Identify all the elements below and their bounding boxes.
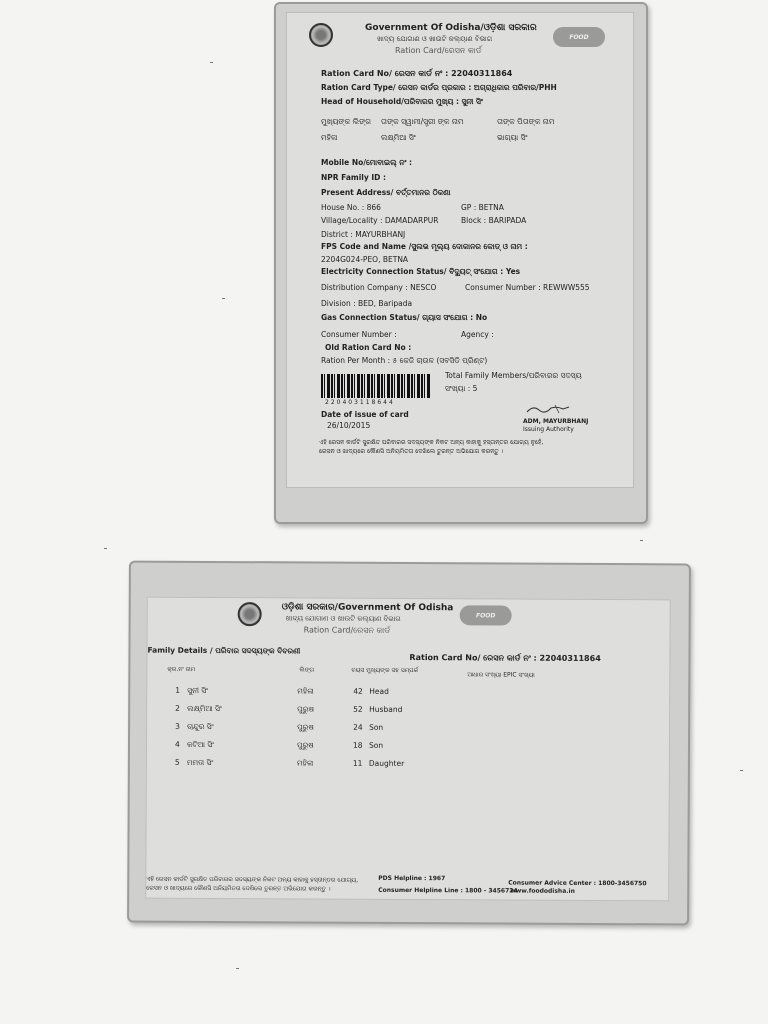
col-father-label: ତାଙ୍କ ପିତାଙ୍କ ନାମ <box>497 117 555 126</box>
odisha-emblem-icon <box>309 23 333 47</box>
website: www.foododisha.in <box>510 887 575 895</box>
col-spouse-label: ତାଙ୍କ ସ୍ୱାମୀ/ସ୍ତ୍ରୀ ଙ୍କ ନାମ <box>381 117 464 126</box>
consumer-number: Consumer Number : REWWW555 <box>465 283 590 292</box>
total-members-label: Total Family Members/ପରିବାରର ସଦସ୍ୟ <box>445 371 582 380</box>
old-ration-card: Old Ration Card No : <box>325 343 412 352</box>
member-name: ଚାନ୍ଦୁର ସିଂ <box>187 721 214 731</box>
member-name: ମମତା ସିଂ <box>186 757 214 767</box>
scan-speck <box>104 548 107 549</box>
footer-note-1: ଏହି ରେସନ କାର୍ଡଟି ସୁରକ୍ଷିତ ପରିବାରର ସଦସ୍ୟଙ୍କ ନିକଟ ଅନ୍ୟ କାହାକୁ ହସ୍ତାନ୍ତର ଯୋଗ୍ୟ, <box>146 875 359 884</box>
member-gender: ମହିଳା <box>296 758 314 768</box>
electricity-status: Electricity Connection Status/ ବିଦ୍ୟୁତ୍ ସଂଯୋଗ : Yes <box>321 267 521 276</box>
district: District : MAYURBHANJ <box>321 230 406 239</box>
col-age-relation: ବୟସ ମୁଖ୍ୟଙ୍କ ସହ ସମ୍ପର୍କ <box>351 666 419 675</box>
member-age: 24 <box>353 722 363 732</box>
division: Division : BED, Baripada <box>321 299 413 308</box>
total-members-value: ସଂଖ୍ୟା : 5 <box>445 384 478 393</box>
dept-title: ଖାଦ୍ୟ ଯୋଗାଣ ଓ ଖାଉଟି କଲ୍ୟାଣ ବିଭାଗ <box>285 614 401 623</box>
ration-card-type: Ration Card Type/ ରେସନ କାର୍ଡର ପ୍ରକାର : ଅଗ୍ରାଧିକାର ପରିବାର/PHH <box>321 83 557 92</box>
barcode-icon <box>321 374 431 398</box>
department-logo-icon: FOOD <box>460 605 512 625</box>
signature-icon <box>525 403 571 415</box>
mobile-number: Mobile No/ମୋବାଇଲ୍ ନଂ : <box>321 158 412 167</box>
ration-per-month: Ration Per Month : ୫ କେଜି ଚାଉଳ (ସବସିଡି ପ୍ରିଣ୍ଟ) <box>321 356 488 365</box>
member-gender: ମହିଳା <box>297 686 314 696</box>
member-age: 11 <box>352 758 363 768</box>
member-gender: ପୁରୁଷ <box>297 722 314 732</box>
issuing-authority-label: Issuing Authority <box>523 426 574 433</box>
house-number: House No. : 866 <box>321 203 381 212</box>
member-no: 1 <box>175 685 181 695</box>
member-relation: Head <box>369 686 389 696</box>
member-no: 4 <box>174 739 180 749</box>
member-no: 2 <box>175 703 180 713</box>
head-gender: ମହିଳା <box>321 133 338 142</box>
col-gender-label: ମୁଖ୍ୟଙ୍କ ଲିଙ୍ଗ <box>321 117 372 126</box>
doc-title: Ration Card/ରେସନ କାର୍ଡ <box>395 46 482 55</box>
block: Block : BARIPADA <box>461 216 527 225</box>
ration-card-front <box>274 2 648 524</box>
member-no: 3 <box>175 721 180 731</box>
footer-note-2: ରେସନ ଓ ଖାଦ୍ୟରେ କୌଣସି ଅନିୟମିତତା ଦେଖିଲେ ତୁରନ୍ତ ଅଭିଯୋଗ କରନ୍ତୁ । <box>146 884 331 893</box>
scan-speck <box>740 770 743 771</box>
card-front-inner <box>286 12 634 488</box>
col-gender: ଲିଙ୍ଗ <box>299 666 315 674</box>
dept-title: ଖାଦ୍ୟ ଯୋଗାଣ ଓ ଖାଉଟି କଲ୍ୟାଣ ବିଭାଗ <box>377 35 493 43</box>
ration-card-number: Ration Card No/ ରେସନ କାର୍ଡ ନଂ : 22040311864 <box>409 653 601 664</box>
issue-date-label: Date of issue of card <box>321 410 409 419</box>
member-relation: Son <box>368 740 384 750</box>
scan-speck <box>222 298 225 299</box>
gas-consumer-number: Consumer Number : <box>321 330 397 339</box>
member-gender: ପୁରୁଷ <box>297 704 315 714</box>
member-age: 42 <box>353 686 363 696</box>
issue-date: 26/10/2015 <box>327 421 371 430</box>
govt-title: ଓଡ଼ିଶା ସରକାର/Government Of Odisha <box>281 602 454 614</box>
family-details-title: Family Details / ପରିବାର ସଦସ୍ୟଙ୍କ ବିବରଣୀ <box>147 645 301 656</box>
member-no: 5 <box>174 757 180 767</box>
scan-speck <box>236 968 239 969</box>
odisha-emblem-icon <box>238 602 262 626</box>
ration-card-number: Ration Card No/ ରେସନ କାର୍ଡ ନଂ : 22040311864 <box>321 69 513 78</box>
scan-speck <box>640 540 643 541</box>
col-serial-name: କ୍ର.ନଂ ନାମ <box>167 665 196 673</box>
member-age: 52 <box>353 704 363 714</box>
footer-note-2: ରେସନ ଓ ଖାଦ୍ୟରେ କୌଣସି ଅନିୟମିତତା ଦେଖିଲେ ତୁରନ୍ତ ଅଭିଯୋଗ କରନ୍ତୁ । <box>319 448 504 455</box>
gas-agency: Agency : <box>461 330 494 339</box>
consumer-helpline: Consumer Helpline Line : 1800 - 3456724 <box>378 886 518 895</box>
member-relation: Daughter <box>368 758 405 768</box>
spouse-name: ଲକ୍ଷ୍ମିଆ ସିଂ <box>381 133 416 142</box>
member-relation: Husband <box>369 704 403 714</box>
scan-speck <box>210 62 213 63</box>
govt-title: Government Of Odisha/ଓଡ଼ିଶା ସରକାର <box>365 23 537 33</box>
department-logo-icon: FOOD <box>553 27 605 47</box>
member-gender: ପୁରୁଷ <box>296 740 314 750</box>
member-name: ଲକ୍ଷ୍ମିଆ ସିଂ <box>187 703 222 714</box>
fps-label: FPS Code and Name /ସୁଲଭ ମୂଲ୍ୟ ଦୋକାନର କୋଡ୍ ଓ ନାମ : <box>321 242 528 251</box>
card-back-inner <box>145 597 671 902</box>
consumer-advice-center: Consumer Advice Center : 1800-3456750 <box>508 879 647 888</box>
head-of-household: Head of Household/ପରିବାରର ମୁଖ୍ୟ : ସୁନୀ ସିଂ <box>321 97 483 106</box>
member-relation: Son <box>369 722 384 732</box>
gas-status: Gas Connection Status/ ଗ୍ୟାସ ସଂଯୋଗ : No <box>321 313 488 322</box>
barcode-number: 220403118644 <box>325 399 395 406</box>
father-name: ଭାଗ୍ୟା ସିଂ <box>497 133 528 142</box>
gram-panchayat: GP : BETNA <box>461 203 504 212</box>
pds-helpline: PDS Helpline : 1967 <box>378 874 446 883</box>
npr-family-id: NPR Family ID : <box>321 173 386 182</box>
member-name: କଟିଆ ସିଂ <box>186 739 215 749</box>
doc-title: Ration Card/ରେସନ କାର୍ଡ <box>303 625 391 635</box>
ration-card-back <box>127 561 691 926</box>
issuing-officer: ADM, MAYURBHANJ <box>523 418 589 425</box>
fps-value: 2204G024-PEO, BETNA <box>321 255 409 264</box>
footer-note-1: ଏହି ରେସନ କାର୍ଡଟି ସୁରକ୍ଷିତ ପରିବାରର ସଦସ୍ୟଙ୍କ ନିକଟ ଅନ୍ୟ କାହାକୁ ହସ୍ତାନ୍ତର ଯୋଗ୍ୟ ନୁହେଁ, <box>319 439 544 446</box>
present-address-label: Present Address/ ବର୍ତ୍ତମାନର ଠିକଣା <box>321 188 451 197</box>
member-age: 18 <box>352 740 363 750</box>
distribution-company: Distribution Company : NESCO <box>321 283 437 292</box>
member-name: ସୁନୀ ସିଂ <box>187 685 209 695</box>
col-aadhaar-epic: ଆଧାର ସଂଖ୍ୟା EPIC ସଂଖ୍ୟା <box>467 671 535 679</box>
village-locality: Village/Locality : DAMADARPUR <box>321 216 439 225</box>
